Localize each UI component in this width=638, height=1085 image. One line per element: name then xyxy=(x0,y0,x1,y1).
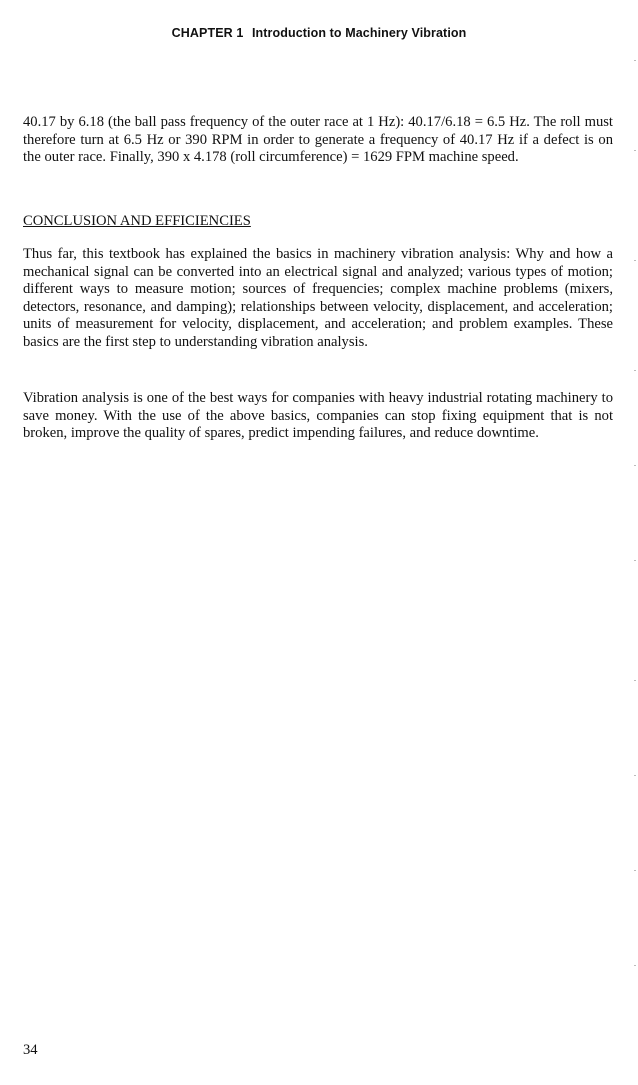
section-heading: CONCLUSION AND EFFICIENCIES xyxy=(23,213,251,229)
margin-tick xyxy=(634,465,636,466)
margin-tick xyxy=(634,60,636,61)
margin-tick xyxy=(634,680,636,681)
margin-tick xyxy=(634,965,636,966)
page-number: 34 xyxy=(23,1042,38,1058)
chapter-number: CHAPTER 1 xyxy=(171,26,244,40)
body-paragraph-2: Vibration analysis is one of the best ways for companies with heavy industrial rotating machinery to save money. With the use of the above basics, companies can stop fixing equipment that is not broken, improve the quality of spares, predict impending failures, and reduce downtime. xyxy=(23,390,613,441)
margin-tick xyxy=(634,870,636,871)
chapter-title: Introduction to Machinery Vibration xyxy=(251,26,467,40)
margin-tick xyxy=(634,560,636,561)
margin-tick xyxy=(634,150,636,151)
margin-tick xyxy=(634,260,636,261)
intro-paragraph: 40.17 by 6.18 (the ball pass frequency of the outer race at 1 Hz): 40.17/6.18 = 6.5 Hz. The roll must therefore turn at 6.5 Hz or 390 RPM in order to generate a frequency of 40.17 Hz if a defect is on the outer race. Finally, 390 x 4.178 (roll circumference) = 1629 FPM machine speed. xyxy=(23,114,613,165)
margin-tick xyxy=(634,370,636,371)
body-paragraph-1: Thus far, this textbook has explained the basics in machinery vibration analysis: Why and how a mechanical signal can be converted into an electrical signal and analyzed; various types of motion; different ways to measure motion; sources of frequencies; complex machine problems (mixers, detectors, resonance, and damping); relationships between velocity, displacement, and acceleration; units of measurement for velocity, displacement, and acceleration; and problem examples. These basics are the first step to understanding vibration analysis. xyxy=(23,246,613,350)
margin-tick xyxy=(634,775,636,776)
running-header xyxy=(0,26,638,40)
